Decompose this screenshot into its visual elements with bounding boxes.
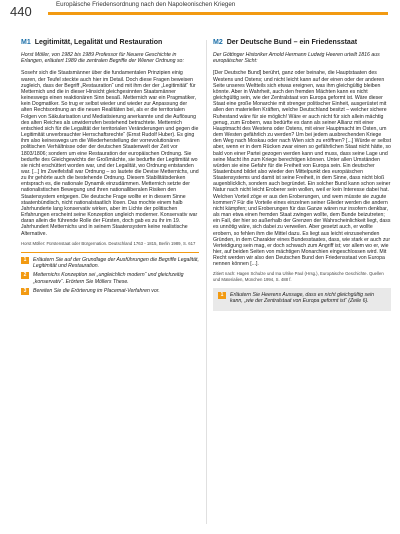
task-text: Erläutern Sie auf der Grundlage der Ausführungen die Begriffe Legalität, Legitimität und Restauration.: [33, 256, 199, 270]
m1-text: [21, 70, 199, 236]
m2-heading: [213, 40, 391, 46]
m2-body: [Der Deutsche Bund] berührt, ganz oder beinahe, die Hauptstaaten des Westens und Ostens; und nicht leicht kann auf der einen oder der anderen Seite unseres Weltteils sich etwas ereignen, was ihm gleichgültig bleiben könnte. Aber in Wahrheit, auch den fremden Mächten kann es nicht gleichgültig sein, wie der Zentralstaat von Europa geformt ist. Wäre dieser Staat eine große Monarchie mit strenger politischer Einheit, ausgerüstet mit allen den materiellen Kräften, welche Deutschland besitzt – welcher sichere Ruhestand wäre für sie möglich! Wäre er auch nicht für sich allein mächtig genug, zum Erobern, was bedürfte es dann als seiner Allianz mit einer Hauptmacht des Westens oder Ostens, mit einer Hauptmacht im Osten, um dem Westen gefährlich zu werden? Um bei jedem ausbrechenden Kriege den Weg nach Moskau oder nach Wien sich zu eröffnen? [...] Würde er selbst aber, wenn er in dem Rücken zwar einen so gefährlichen Staat nicht hätte, so bald von einer Partei gezogen werden kann und muss, dass seine Lage und seine Macht ihn zum Kriege berechtigen können. Unter allen Umständen würden sie eine Gefahr für die Freiheit von Europa sein. Ein deutscher Staatenbund bildet also wieder den Mittelpunkt des europäischen Staatensystems und damit ist seine Freiheit, in dem Sinne, dass nicht bloß augenblicklich, sondern auch begründet. Ein solcher Bund kann schon seiner Natur nach nicht leicht Eroberer sein wollen, weil er kein Interesse dabei hat. Welchen Vorteil zöge er aus den Eroberungen, und wem müsste sie zugute kommen? Für die Vorteile eines einzelnen seiner Glieder werden die andern nicht kämpfen; und Eroberungen für das Ganze wären nur insofern denkbar, als man etwa einen fremden Staat zwingen wollte, dem Bunde beizutreten; ein Fall, der hier so außerhalb der Grenzen der Wahrscheinlichkeit liegt, dass es unnötig wäre, sich dabei zu verweilen. Aber gesetzt auch, er wollte erobern, so fehlen ihm die Mittel dazu. Es liegt aus leicht einzusehenden Gründen, in dem Charakter eines Bundesstaates, dass, wie stark er auch zur Verteidigung sein mag, er doch schwach zum Angriff ist; vor allem wo er, wie hier, auf beiden Seiten von mächtigen Monarchien eingeschlossen wird. Mit Recht werden wir also den Deutschen Bund den Friedensstaat von Europa nennen können [...].: [213, 70, 392, 268]
page-number: 440: [10, 4, 32, 19]
task-item: [21, 257, 199, 269]
column-divider: [206, 40, 207, 524]
m1-title: Legitimität, Legalität und Restauration: [34, 39, 163, 46]
m1-heading: [21, 40, 199, 46]
task-item: [21, 288, 199, 295]
m2-title: Der Deutsche Bund – ein Friedensstaat: [226, 39, 358, 46]
task-number: 3: [21, 288, 29, 295]
chapter-title: Europäische Friedensordnung nach den Napoleonischen Kriegen: [52, 1, 239, 8]
header-rule: [48, 12, 388, 15]
m2-source: Zitiert nach: Hagen Schulze und Ina Ulrike Paul (Hrsg.), Europäische Geschichte. Quellen und Materialien, München 1994, S. 488 f.: [213, 271, 384, 282]
task-number: 2: [21, 272, 29, 279]
task-text: Erläutern Sie Heerens Aussage, dass es nicht gleichgültig sein kann, „wie der Zentralstaat von Europa geformt ist“ (Zeile 6).: [230, 291, 374, 305]
source-m1: [21, 40, 199, 298]
m2-tag: M2: [213, 39, 223, 46]
m1-tasks: [21, 252, 199, 295]
task-number: 1: [218, 292, 226, 299]
m2-intro: Der Göttinger Historiker Arnold Hermann Ludwig Heeren urteilt 1816 aus europäischer Sicht:: [213, 52, 380, 65]
source-m2: [213, 40, 391, 311]
m1-intro: Horst Möller, von 1982 bis 1989 Professor für Neuere Geschichte in Erlangen, erläutert 1989 die zentralen Begriffe der Wiener Ordnung so:: [21, 52, 184, 65]
page-header: [0, 0, 400, 22]
m2-tasks: [213, 288, 391, 311]
m2-text: [213, 70, 391, 267]
m1-body: Sosehr sich die Staatsmänner über die fundamentalen Prinzipien einig waren, der Teufel steckte auch hier im Detail. Doch diese Fragen beweisen zugleich, dass der Begriff „Restauration“ und mit ihm der der „Legitimität“ für Metternich und die in dieser Hinsicht gleichgesinnten Staatsmänner keineswegs einen reaktionären Sinn besaß. Metternich war ein Pragmatiker, kein Dogmatiker. So trug er selbst wieder und wieder zur Anpassung der alten Rechtsordnung an die neuen Realitäten bei, als er die territorialen Folgen von Säkularisation und Mediatisierung anerkannte und die Auflösung des alten Reiches als unwiderrufen bestehend betrachtete. Metternich entschied sich für die Legalität der territorialen Veränderungen und gegen die Legitimität unverbrauchter Herrschaftsrechte“ (Ernst Rudolf Huber). Es ging ihm also keineswegs um die Wiederherstellung der vorrevolutionären politischen Verhältnisse oder der deutschen Staatenwelt der Zeit vor 1803/1806; sondern um eine Restauration der europäischen Ordnung. Sie bedurfte des Gleichgewichts der Großmächte, sie bedurfte der Legitimität wo sie nicht erschüttert worden war, und der Legalität, wo Ordnung entstanden war. [...] Im Zweifelsfall war Ordnung – so lautete die Devise Metternichs, und zu ihr gehörte auch die bestehende Ordnung. Diesem Stabilitätsdenken entsprach es, die nationale Dynamik einzudämmen. Metternich setzte der nationalistischen Bewegung und ihren nationalliberalen Risiken den Staatensystem entgegen. Die deutsche Frage wollte er in diesem Sinne staatenbündisch, nicht nationalstaatlich lösen. Das mochte einem halb Jahrhunderte lang konservativ wirken, aber im Lichte der politischen Erfahrungen erscheint seine Konzeption ungleich moderner. Konservativ war daran allein die führende Rolle der Fürsten, doch gab es zu ihr im 19. Jahrhundert Metternichs und in seinem Staatensystem keine realistische Alternative.: [21, 70, 199, 237]
task-item: [21, 272, 199, 284]
task-number: 1: [21, 257, 29, 264]
m1-source: Horst Möller: Fürstenstaat oder Bürgernation. Deutschland 1763 - 1815, Berlin 1989, S. 617: [21, 240, 196, 246]
m1-tag: M1: [21, 39, 31, 46]
task-text: Metternichs Konzeption sei „ungleichlich modern“ und gleichzeitig „konservativ“. Erörtern Sie Möllers These.: [33, 272, 184, 285]
task-item: [218, 292, 386, 304]
task-text: Bereiten Sie die Erörterung im Placemat-Verfahren vor.: [33, 287, 160, 294]
